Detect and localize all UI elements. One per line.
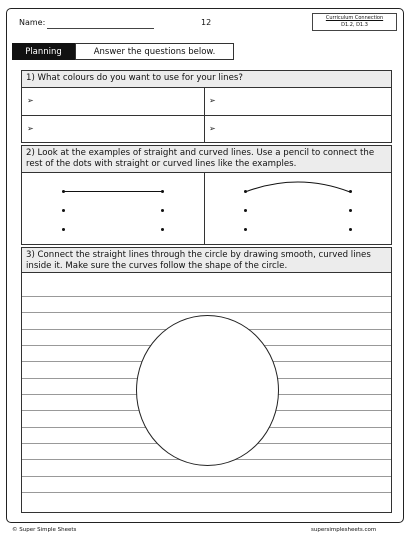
circle-shape (136, 315, 279, 466)
answer-bullet-4: ➢ (209, 124, 216, 133)
dot (62, 228, 65, 231)
dot (244, 228, 247, 231)
name-label: Name: (19, 18, 46, 27)
guide-line (22, 296, 391, 297)
dot (349, 190, 352, 193)
answer-bullet-1: ➢ (27, 96, 34, 105)
page-number: 12 (201, 18, 212, 27)
answer-bullet-2: ➢ (209, 96, 216, 105)
example-straight-line (63, 191, 162, 192)
dot (244, 190, 247, 193)
dot (161, 190, 164, 193)
lined-drawing-area[interactable] (22, 272, 391, 512)
example-curved-line (240, 176, 356, 200)
dot (349, 228, 352, 231)
row-divider (22, 115, 391, 116)
planning-instruction: Answer the questions below. (75, 43, 234, 60)
dot (62, 190, 65, 193)
curriculum-codes: D1.2, D1.3 (341, 22, 368, 28)
footer-copyright: © Super Simple Sheets (12, 527, 77, 533)
question-3-section (21, 247, 392, 513)
curriculum-connection-title: Curriculum Connection (325, 15, 384, 21)
name-field[interactable] (47, 28, 154, 29)
planning-badge: Planning (12, 43, 75, 60)
dot (244, 209, 247, 212)
guide-line (22, 492, 391, 493)
footer-website: supersimplesheets.com (311, 527, 377, 533)
curriculum-connection-box (312, 13, 397, 31)
dot (62, 209, 65, 212)
question-1-section (21, 70, 392, 143)
answer-bullet-3: ➢ (27, 124, 34, 133)
guide-line (22, 312, 391, 313)
guide-line (22, 476, 391, 477)
column-divider (204, 172, 205, 245)
question-3-text: 3) Connect the straight lines through the circle by drawing smooth, curved lines inside it. Make sure the curves follow the shape of the circle. (22, 248, 391, 273)
dot (161, 209, 164, 212)
dot (161, 228, 164, 231)
question-1-text: 1) What colours do you want to use for your lines? (22, 71, 391, 88)
question-2-text: 2) Look at the examples of straight and curved lines. Use a pencil to connect the rest of the dots with straight or curved lines like the examples. (22, 146, 391, 173)
dot (349, 209, 352, 212)
question-2-section (21, 145, 392, 245)
